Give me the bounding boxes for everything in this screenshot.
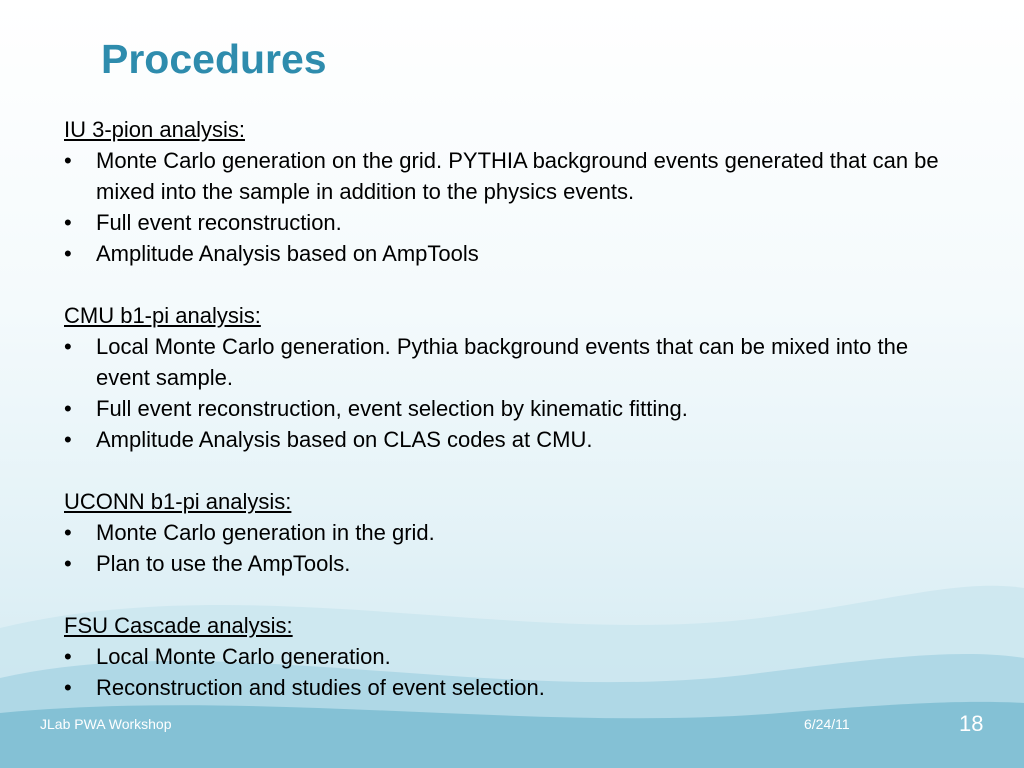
bullet-text: Plan to use the AmpTools. [96,551,351,576]
bullet-text: Monte Carlo generation on the grid. PYTHIA background events generated that can be mixed into the sample in addition to the physics events. [96,148,939,204]
bullet-dot: • [64,551,72,576]
bullet-dot: • [64,644,72,669]
bullet-dot: • [64,396,72,421]
bullet-item [64,331,964,393]
bullet-text: Local Monte Carlo generation. [96,644,391,669]
bullet-text: Monte Carlo generation in the grid. [96,520,435,545]
slide-body [64,114,964,703]
bullet-text: Local Monte Carlo generation. Pythia background events that can be mixed into the event sample. [96,334,909,390]
bullet-text: Amplitude Analysis based on AmpTools [96,241,479,266]
footer-text: JLab PWA Workshop [40,716,172,732]
bullet-item [64,207,964,238]
bullet-dot: • [64,675,72,700]
slide-title: Procedures [101,36,327,82]
bullet-item [64,548,964,579]
section-heading-iu: IU 3-pion analysis: [64,117,245,142]
bullet-dot: • [64,334,72,359]
section-heading-fsu: FSU Cascade analysis: [64,613,293,638]
bullet-text: Full event reconstruction, event selection by kinematic fitting. [96,396,688,421]
spacer [64,269,964,300]
bullet-dot: • [64,241,72,266]
bullet-item [64,672,964,703]
bullet-item [64,641,964,672]
bullet-dot: • [64,148,72,173]
bullet-dot: • [64,210,72,235]
slide-number: 18 [959,711,984,736]
bullet-item [64,424,964,455]
bullet-item [64,393,964,424]
bullet-text: Full event reconstruction. [96,210,342,235]
spacer [64,579,964,610]
bullet-text: Reconstruction and studies of event selection. [96,675,545,700]
section-heading-uconn: UCONN b1-pi analysis: [64,489,292,514]
bullet-text: Amplitude Analysis based on CLAS codes at CMU. [96,427,593,452]
spacer [64,455,964,486]
footer-date: 6/24/11 [804,716,850,732]
bullet-dot: • [64,427,72,452]
bullet-item [64,145,964,207]
bullet-item [64,238,964,269]
bullet-dot: • [64,520,72,545]
section-heading-cmu: CMU b1-pi analysis: [64,303,261,328]
bullet-item [64,517,964,548]
